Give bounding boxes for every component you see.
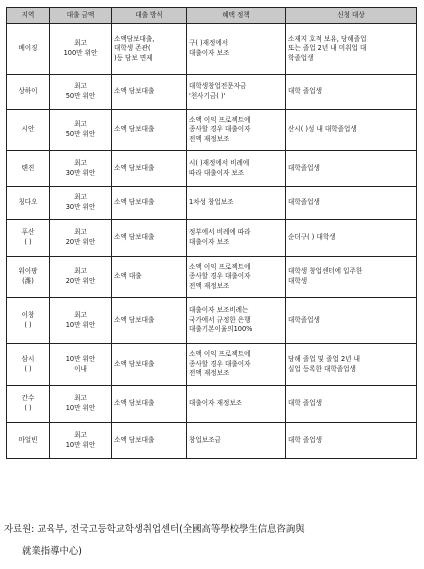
cell-loan-method: 소액 담보대출 xyxy=(112,298,187,344)
cell-region: 푸산 ( ) xyxy=(7,220,50,257)
cell-loan-amount: 최고 30만 위안 xyxy=(50,151,112,187)
cell-region: 이창 ( ) xyxy=(7,298,50,344)
source-line-1: 자료원: 교육부, 전국고등학교학생취업센터(全國高等學校學生信息咨詢與 xyxy=(4,524,305,535)
cell-loan-method: 소액 담보대출 xyxy=(112,423,187,459)
cell-loan-amount: 최고 50만 위안 xyxy=(50,75,112,110)
cell-benefit-policy: 대출이자 보조비례는 국가에서 규정한 은행 대출기본이율의100% xyxy=(187,298,286,344)
cell-eligibility: 대학 졸업생 xyxy=(286,386,417,423)
cell-loan-amount: 최고 100만 위안 xyxy=(50,24,112,75)
cell-eligibility: 순더구( ) 대학생 xyxy=(286,220,417,257)
cell-benefit-policy: 구( )재정에서 대출이자 보조 xyxy=(187,24,286,75)
cell-loan-amount: 최고 50만 위안 xyxy=(50,110,112,151)
cell-eligibility: 대학 졸업생 xyxy=(286,423,417,459)
source-note xyxy=(4,519,420,563)
table-row xyxy=(7,75,417,110)
cell-region: 삼시 ( ) xyxy=(7,344,50,386)
cell-eligibility: 대학 졸업생 xyxy=(286,75,417,110)
table-row xyxy=(7,386,417,423)
cell-region: 베이징 xyxy=(7,24,50,75)
table-row xyxy=(7,298,417,344)
cell-benefit-policy: 소액 이익 프로젝트에 종사할 경우 대출이자 전액 재정보조 xyxy=(187,257,286,298)
cell-region: 칭다오 xyxy=(7,187,50,220)
cell-eligibility: 당해 졸업 및 졸업 2년 내 실업 등록한 대학졸업생 xyxy=(286,344,417,386)
cell-loan-amount: 10만 위안 이내 xyxy=(50,344,112,386)
cell-benefit-policy: 정부에서 비례에 따라 대출이자 보조 xyxy=(187,220,286,257)
source-line-2: 就業指導中心) xyxy=(22,546,82,557)
cell-loan-method: 소액 담보대출 xyxy=(112,220,187,257)
table-row xyxy=(7,24,417,75)
table-row xyxy=(7,344,417,386)
cell-loan-method: 소액 대출 xyxy=(112,257,187,298)
table-row xyxy=(7,257,417,298)
cell-eligibility: 소재지 호적 보유, 당해졸업 또는 졸업 2년 내 미취업 대 학졸업생 xyxy=(286,24,417,75)
cell-loan-amount: 최고 20만 위안 xyxy=(50,220,112,257)
cell-loan-method: 소액 담보대출 xyxy=(112,75,187,110)
header-region: 지역 xyxy=(7,8,50,24)
cell-benefit-policy: 시( )재정에서 비례에 따라 대출이자 보조 xyxy=(187,151,286,187)
cell-eligibility: 대학졸업생 xyxy=(286,151,417,187)
table-header-row xyxy=(7,8,417,24)
cell-region: 상하이 xyxy=(7,75,50,110)
cell-loan-amount: 최고 10만 위안 xyxy=(50,298,112,344)
table-row xyxy=(7,187,417,220)
cell-eligibility: 대학생 창업센터에 입주한 대학생 xyxy=(286,257,417,298)
cell-loan-method: 소액 담보대출 xyxy=(112,110,187,151)
cell-loan-method: 소액 담보대출 xyxy=(112,187,187,220)
cell-loan-method: 소액 담보대출 xyxy=(112,386,187,423)
cell-region: 마얼빈 xyxy=(7,423,50,459)
table-row xyxy=(7,151,417,187)
cell-region: 워이팡 (潍) xyxy=(7,257,50,298)
cell-loan-method: 소액 담보대출 xyxy=(112,344,187,386)
cell-benefit-policy: 소액 이익 프로젝트에 종사할 경우 대출이자 전액 재정보조 xyxy=(187,110,286,151)
cell-eligibility: 산시( )성 내 대학졸업생 xyxy=(286,110,417,151)
loan-policy-table xyxy=(6,7,417,459)
cell-loan-amount: 최고 20만 위안 xyxy=(50,257,112,298)
cell-region: 간수 ( ) xyxy=(7,386,50,423)
header-eligibility: 신청 대상 xyxy=(286,8,417,24)
table-row xyxy=(7,423,417,459)
table-row xyxy=(7,220,417,257)
cell-benefit-policy: 1차성 창업보조 xyxy=(187,187,286,220)
header-loan-method: 대출 방식 xyxy=(112,8,187,24)
cell-eligibility: 대학졸업생 xyxy=(286,298,417,344)
cell-loan-amount: 최고 30만 위안 xyxy=(50,187,112,220)
table-row xyxy=(7,110,417,151)
cell-loan-method: 소액담보대출, 대학생 존관( )등 담보 면제 xyxy=(112,24,187,75)
cell-region: 시안 xyxy=(7,110,50,151)
cell-loan-method: 소액 담보대출 xyxy=(112,151,187,187)
cell-benefit-policy: 소액 이익 프로젝트에 종사할 경우 대출이자 전액 재정보조 xyxy=(187,344,286,386)
cell-benefit-policy: 창업보조금 xyxy=(187,423,286,459)
cell-benefit-policy: 대출이자 재정보조 xyxy=(187,386,286,423)
cell-region: 톈진 xyxy=(7,151,50,187)
cell-benefit-policy: 대학생창업전문자금 '천사기금( )' xyxy=(187,75,286,110)
cell-eligibility: 대학졸업생 xyxy=(286,187,417,220)
cell-loan-amount: 최고 10만 위안 xyxy=(50,386,112,423)
cell-loan-amount: 최고 10만 위안 xyxy=(50,423,112,459)
header-loan-amount: 대출 금액 xyxy=(50,8,112,24)
header-benefit-policy: 혜택 정책 xyxy=(187,8,286,24)
